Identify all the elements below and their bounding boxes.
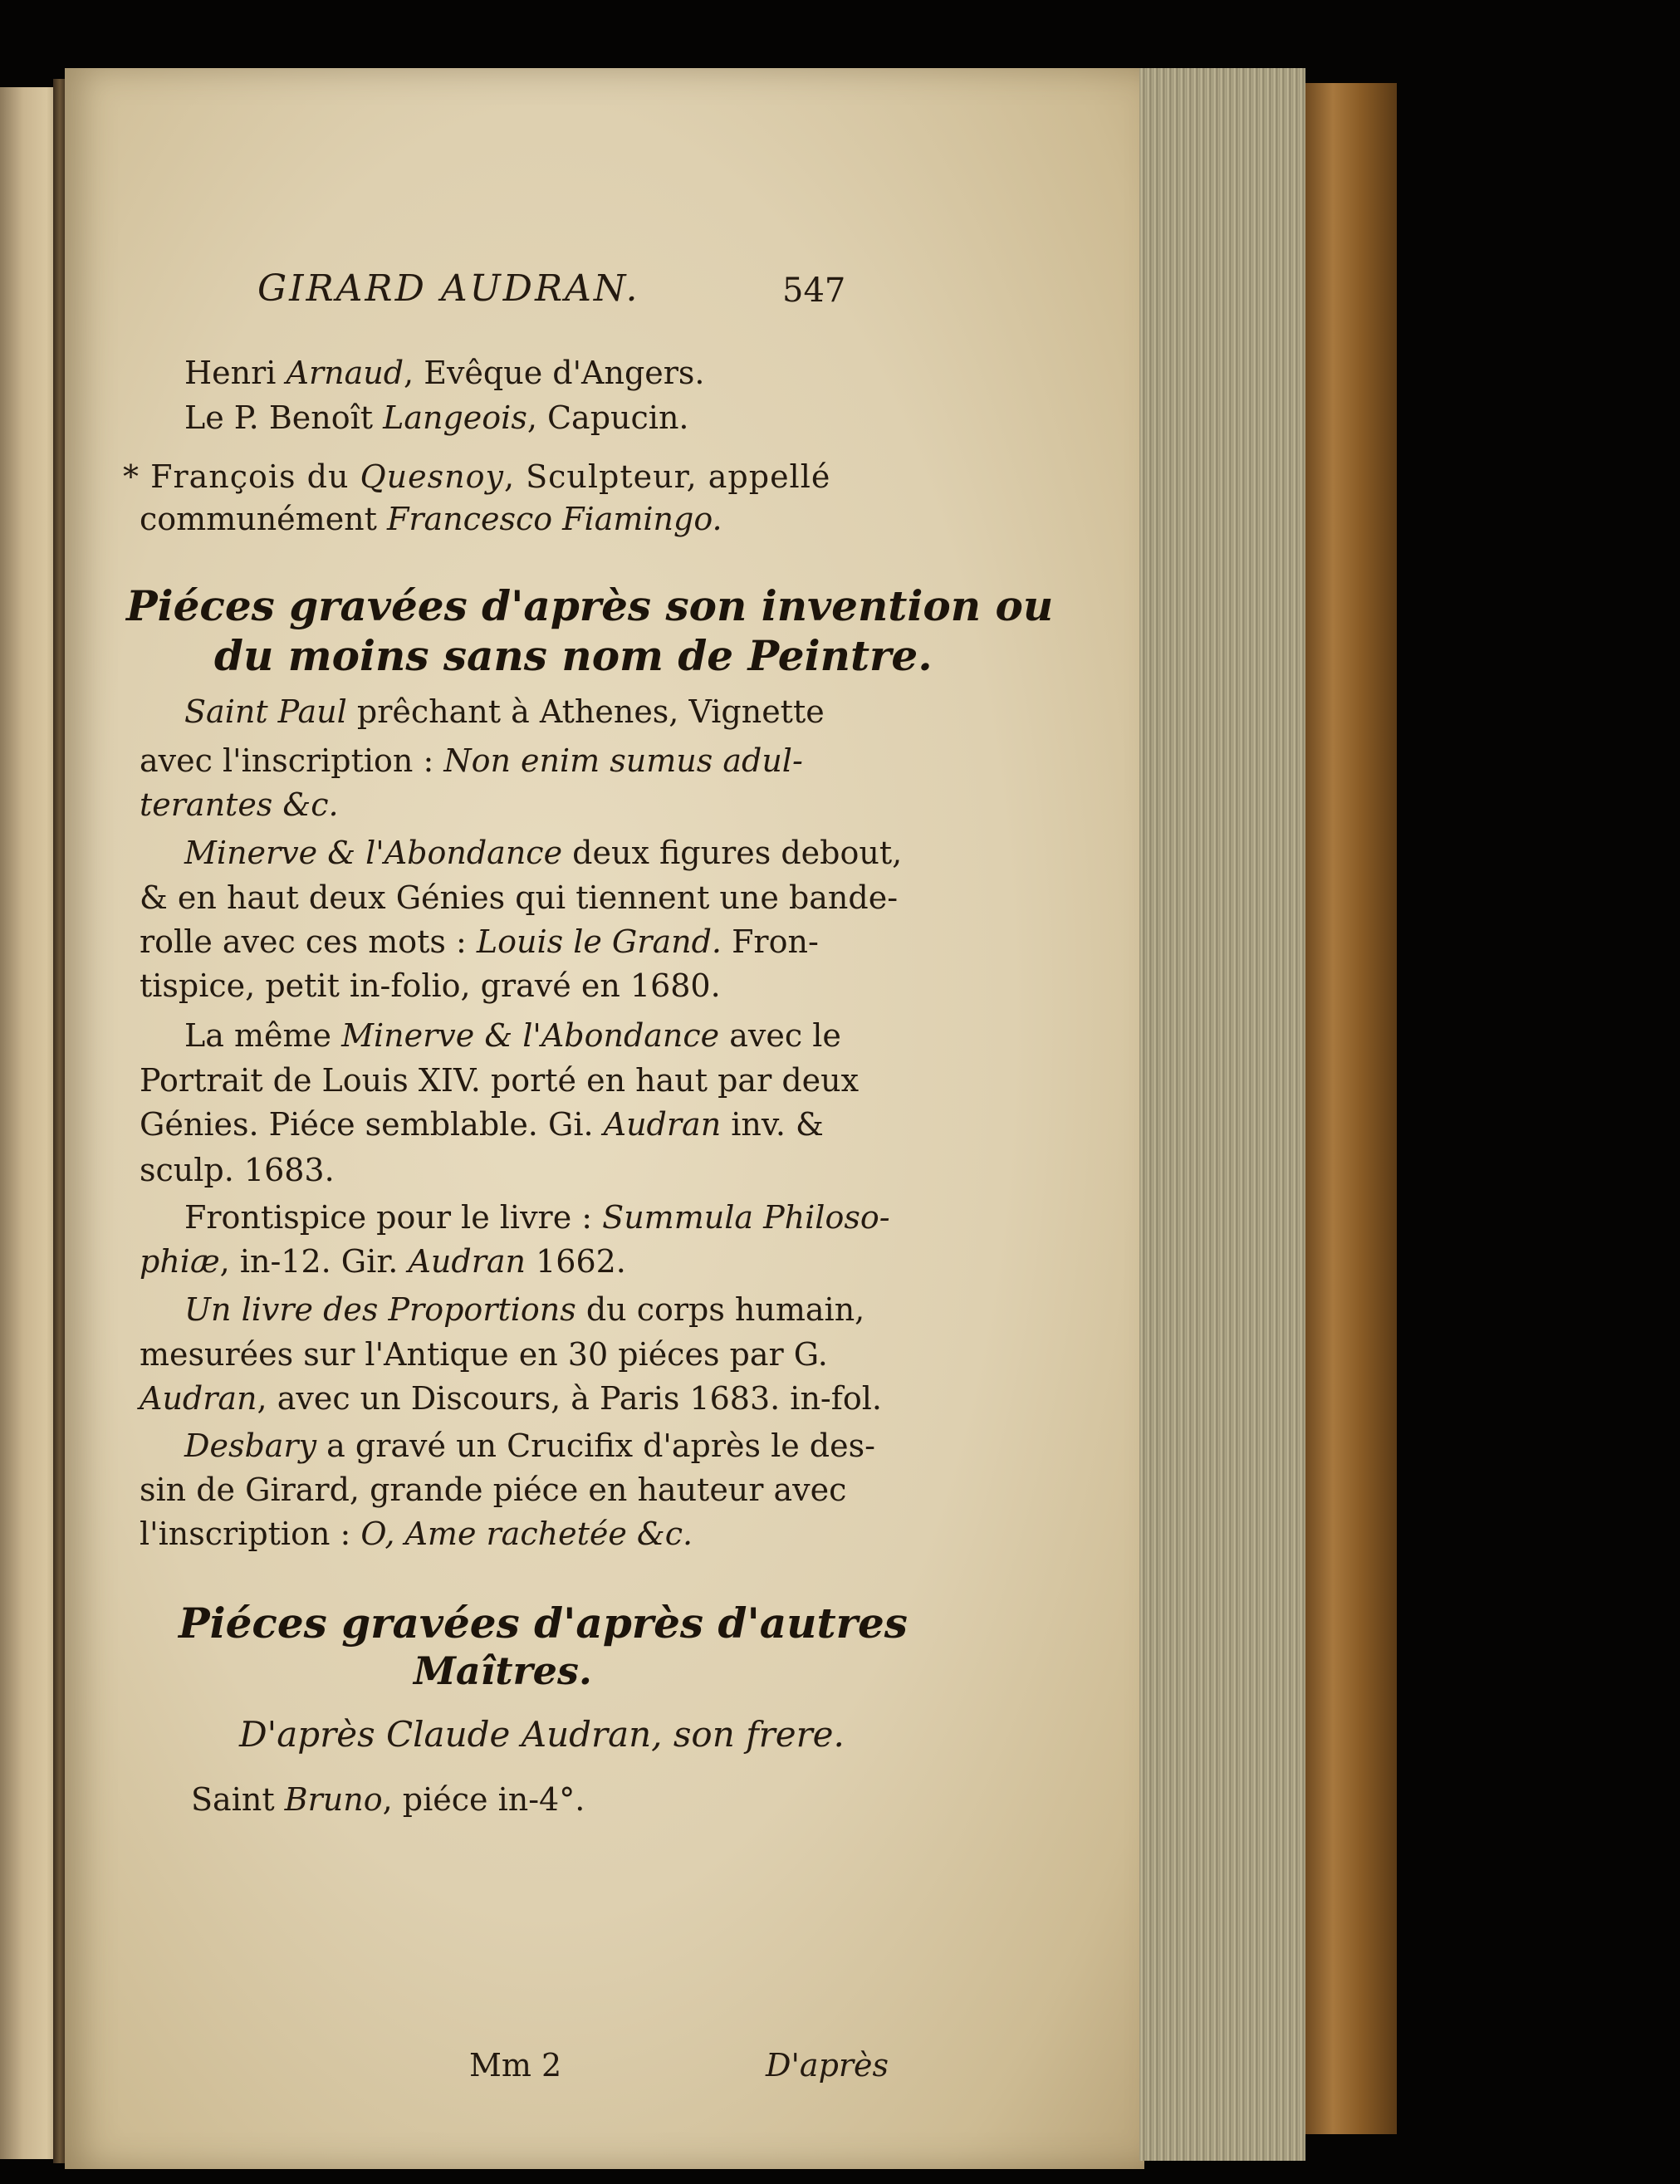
text-line: avec l'inscription : Non enim sumus adul- (140, 742, 803, 779)
page-edges (1139, 68, 1305, 2161)
text-line: Audran, avec un Discours, à Paris 1683. in-fol. (140, 1380, 882, 1417)
text-line: sculp. 1683. (140, 1152, 335, 1188)
list-item: * François du Quesnoy, Sculpteur, appellé (123, 458, 831, 495)
section2-subheading: D'après Claude Audran, son frere. (239, 1714, 845, 1755)
text-line: l'inscription : O, Ame rachetée &c. (140, 1516, 693, 1552)
cover-edge (1305, 83, 1397, 2134)
section2-heading-line2: Maîtres. (414, 1648, 592, 1693)
running-head: GIRARD AUDRAN. (257, 267, 640, 310)
list-item: Le P. Benoît Langeois, Capucin. (184, 399, 689, 436)
text-line: tispice, petit in-folio, gravé en 1680. (140, 967, 721, 1004)
text-line: Desbary a gravé un Crucifix d'après le des- (184, 1427, 875, 1464)
text-line: La même Minerve & l'Abondance avec le (184, 1017, 841, 1054)
text-line: terantes &c. (140, 786, 339, 823)
text-line: Génies. Piéce semblable. Gi. Audran inv. & (140, 1106, 824, 1143)
text-line: mesurées sur l'Antique en 30 piéces par G. (140, 1336, 828, 1373)
section-heading-line1: Piéces gravées d'après son invention ou (126, 581, 1054, 630)
text-line: Portrait de Louis XIV. porté en haut par deux (140, 1062, 860, 1099)
section-heading-line2: du moins sans nom de Peintre. (214, 631, 933, 680)
text-line: Frontispice pour le livre : Summula Philoso- (184, 1199, 890, 1236)
text-line: rolle avec ces mots : Louis le Grand. Fron- (140, 923, 819, 960)
text-line: Saint Paul prêchant à Athenes, Vignette (184, 693, 825, 730)
section2-heading-line1: Piéces gravées d'après d'autres (179, 1599, 908, 1648)
page-number: 547 (782, 272, 846, 310)
text-line: Saint Bruno, piéce in-4°. (191, 1781, 585, 1818)
text-line: Un livre des Proportions du corps humain, (184, 1291, 865, 1328)
text-line: Minerve & l'Abondance deux figures debout, (184, 835, 903, 871)
catchword: D'après (766, 2047, 889, 2084)
list-item: Henri Arnaud, Evêque d'Angers. (184, 355, 705, 391)
list-item: communément Francesco Fiamingo. (140, 501, 722, 537)
text-line: & en haut deux Génies qui tiennent une bande- (140, 879, 899, 916)
previous-page-edge (0, 87, 61, 2159)
text-line: sin de Girard, grande piéce en hauteur avec (140, 1472, 847, 1508)
text-line: phiæ, in-12. Gir. Audran 1662. (140, 1243, 626, 1280)
signature-mark: Mm 2 (469, 2047, 562, 2084)
